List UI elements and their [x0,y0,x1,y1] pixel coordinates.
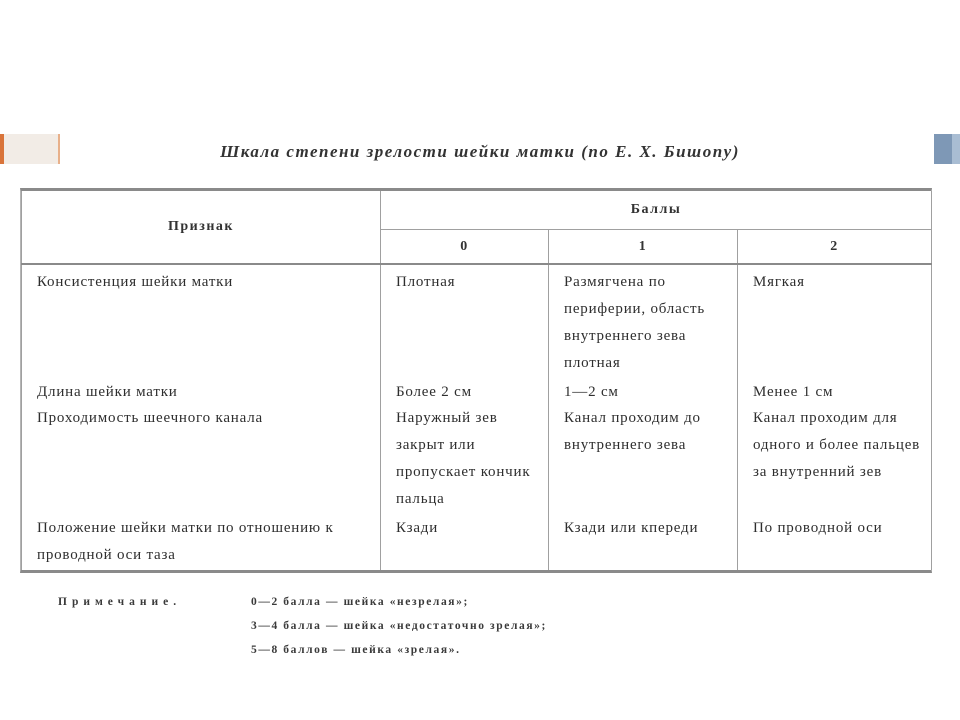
scale-table [21,191,932,570]
attribute-cell: Проходимость шеечного канала [22,405,381,515]
score-column-0: 0 [381,230,549,265]
attribute-cell: Длина шейки матки [22,379,381,405]
note-line: 5—8 баллов — шейка «зрелая». [251,644,461,656]
value-cell: Кзади [381,515,549,570]
table-row [22,264,932,379]
value-cell: По проводной оси [738,515,932,570]
score-group-header: Баллы [381,191,932,230]
table-row [22,379,932,405]
note-line: 3—4 балла — шейка «недостаточно зрелая»; [251,620,547,632]
value-cell: Более 2 см [381,379,549,405]
value-cell: 1—2 см [549,379,738,405]
value-cell: Наружный зев закрыт или пропускает кончик пальца [381,405,549,515]
note-line: 0—2 балла — шейка «незрелая»; [251,596,469,608]
table-title: Шкала степени зрелости шейки матки (по Е. Х. Бишопу) [220,142,740,161]
table-row [22,515,932,570]
table-note [58,590,547,662]
value-cell: Плотная [381,264,549,379]
value-cell: Менее 1 см [738,379,932,405]
value-cell: Размягчена по периферии, область внутреннего зева плотная [549,264,738,379]
attribute-cell: Консистенция шейки матки [22,264,381,379]
note-label: Примечание. [58,596,182,608]
score-column-1: 1 [549,230,738,265]
value-cell: Канал проходим для одного и более пальцев за внутренний зев [738,405,932,515]
attribute-header: Признак [22,191,381,264]
value-cell: Кзади или кпереди [549,515,738,570]
value-cell: Канал проходим до внутреннего зева [549,405,738,515]
attribute-cell: Положение шейки матки по отношению к проводной оси таза [22,515,381,570]
value-cell: Мягкая [738,264,932,379]
score-column-2: 2 [738,230,932,265]
table-row [22,405,932,515]
bishop-scale-table [20,188,932,573]
